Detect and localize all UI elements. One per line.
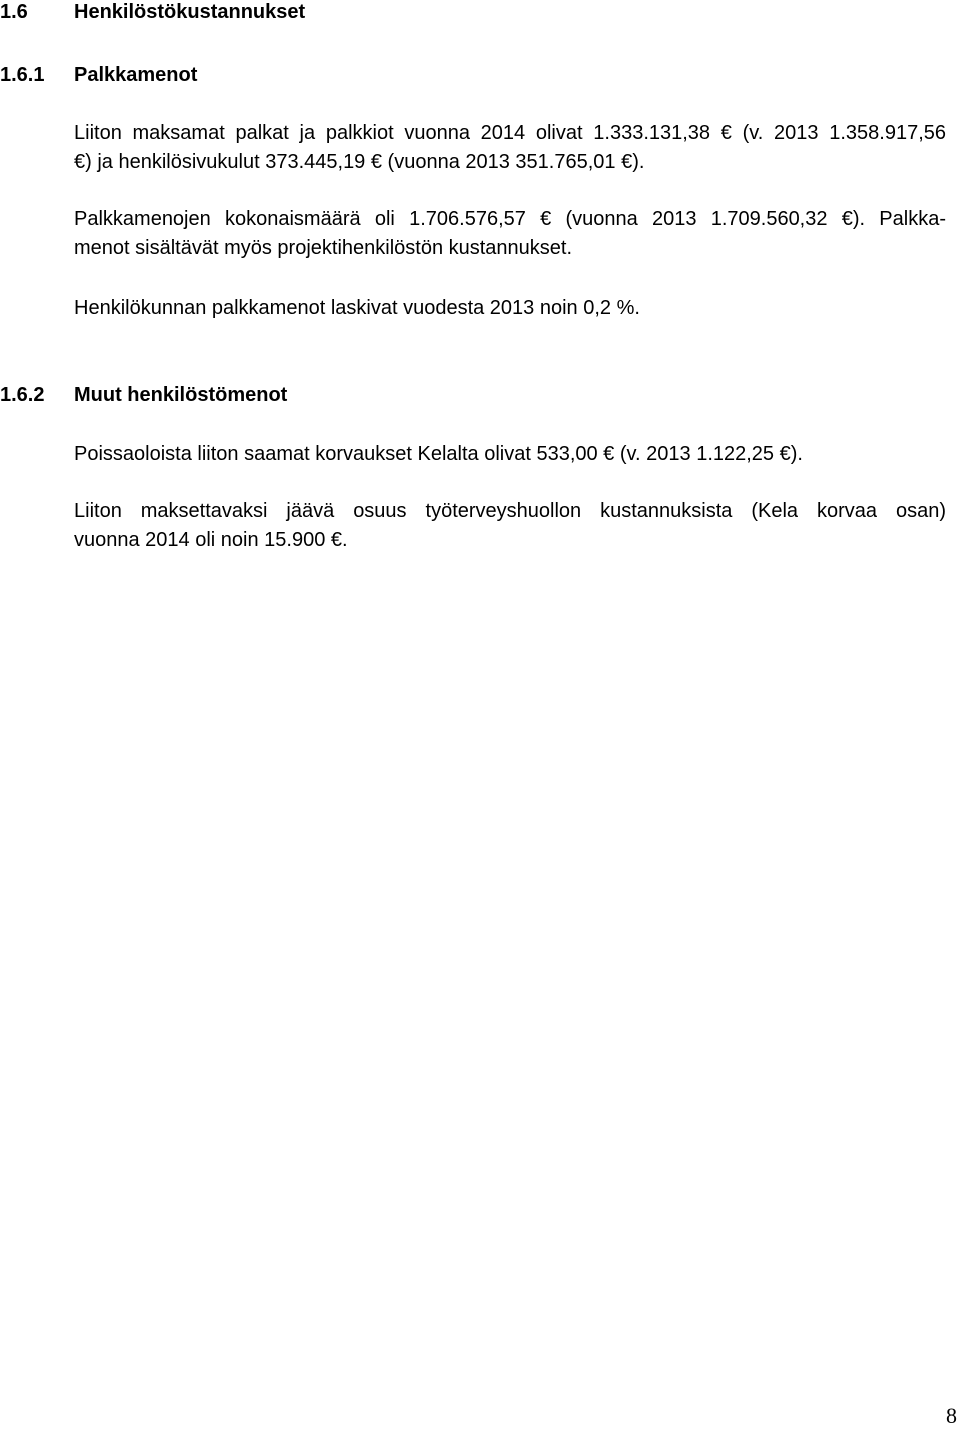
subsection-title: Muut henkilöstömenot (74, 384, 288, 406)
paragraph-line: Palkkamenojen kokonaismäärä oli 1.706.576,57 € (vuonna 2013 1.709.560,32 €). Palkka- (74, 208, 946, 230)
paragraph-line: Liiton maksettavaksi jäävä osuus työterveyshuollon kustannuksista (Kela korvaa osan) (74, 500, 946, 522)
paragraph-line: €) ja henkilösivukulut 373.445,19 € (vuonna 2013 351.765,01 €). (74, 151, 645, 173)
page-number: 8 (946, 1403, 957, 1428)
paragraph-salary-decrease (74, 294, 946, 323)
section-number: 1.6 (0, 1, 28, 23)
paragraph-line: Henkilökunnan palkkamenot laskivat vuodesta 2013 noin 0,2 %. (74, 297, 640, 319)
section-title: Henkilöstökustannukset (74, 1, 306, 23)
paragraph-line: menot sisältävät myös projektihenkilöstön kustannukset. (74, 237, 573, 259)
subsection-heading-palkkamenot (0, 63, 197, 87)
section-heading (0, 0, 305, 24)
paragraph-kela-compensation (74, 440, 946, 469)
paragraph-total-salaries (74, 205, 946, 263)
subsection-heading-muut-henkilostomenot (0, 383, 287, 407)
subsection-number: 1.6.2 (0, 384, 45, 406)
paragraph-salaries (74, 119, 946, 177)
paragraph-occupational-health (74, 497, 946, 555)
subsection-title: Palkkamenot (74, 64, 198, 86)
paragraph-line: Poissaoloista liiton saamat korvaukset Kelalta olivat 533,00 € (v. 2013 1.122,25 €). (74, 443, 803, 465)
paragraph-line: vuonna 2014 oli noin 15.900 €. (74, 529, 348, 551)
paragraph-line: Liiton maksamat palkat ja palkkiot vuonna 2014 olivat 1.333.131,38 € (v. 2013 1.358.917,56 (74, 122, 946, 144)
subsection-number: 1.6.1 (0, 64, 45, 86)
